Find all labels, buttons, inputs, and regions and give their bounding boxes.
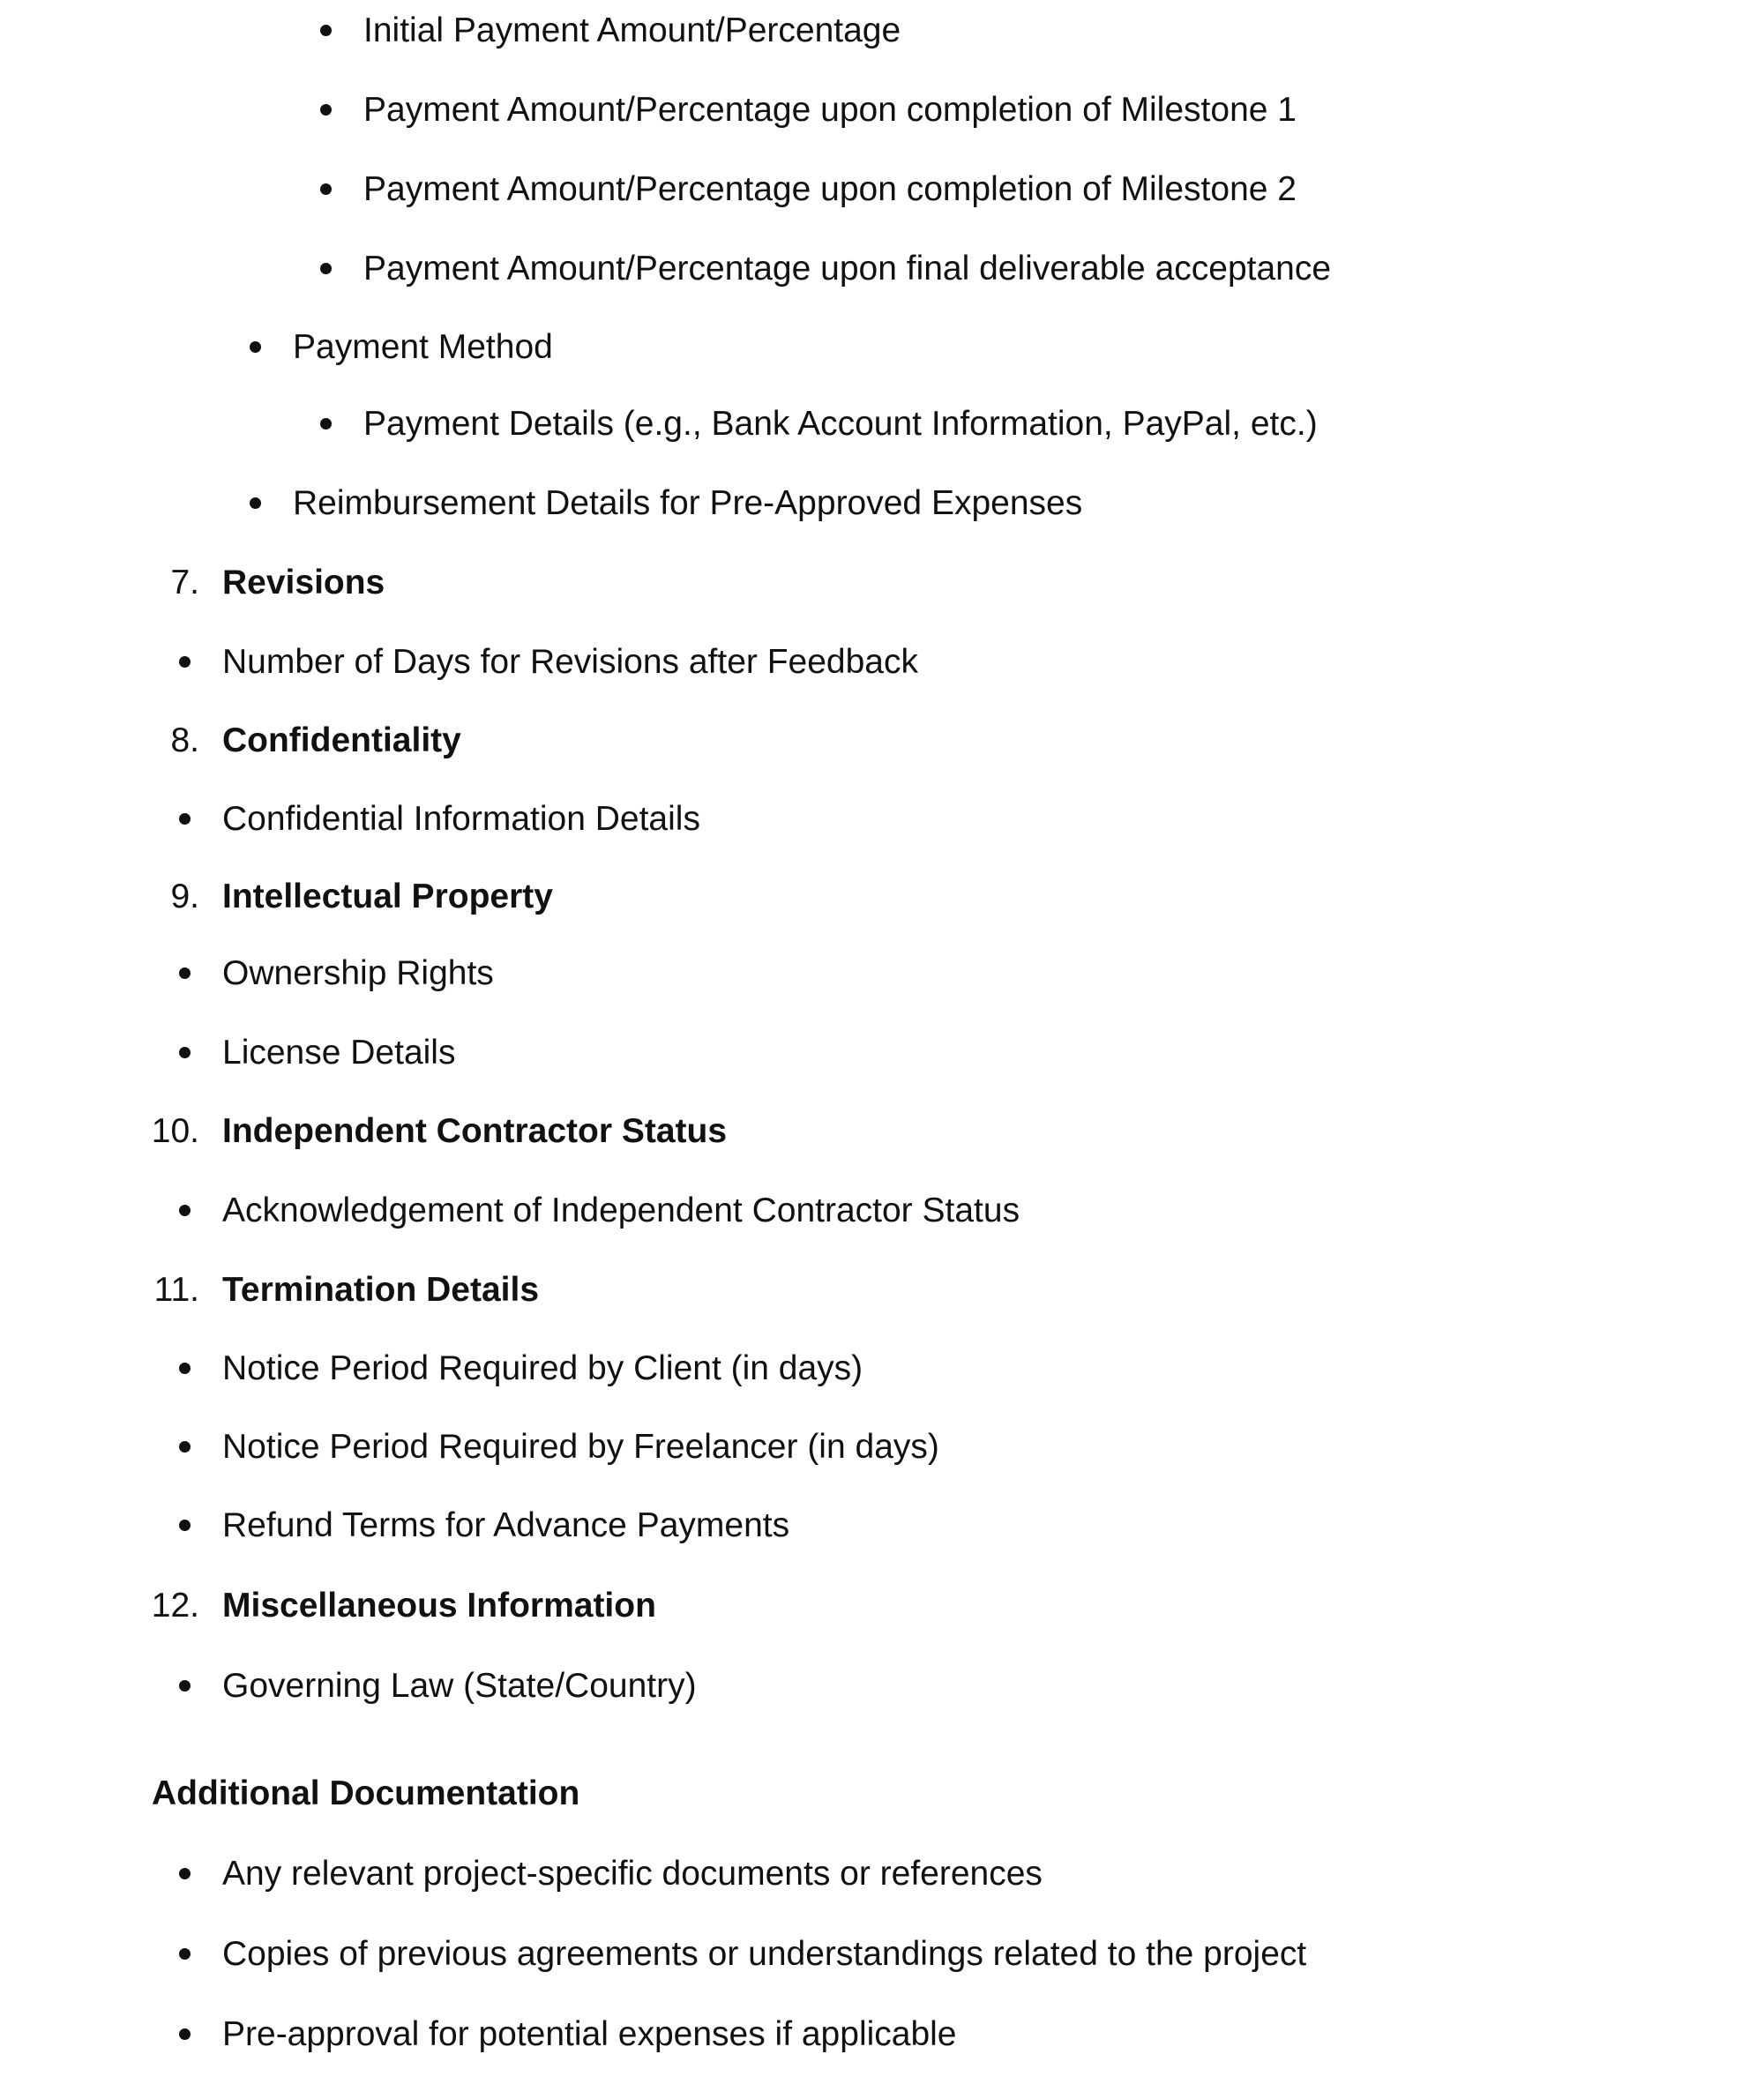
- section-title: Miscellaneous Information: [222, 1587, 656, 1625]
- list-item-text: Payment Amount/Percentage upon completion of Milestone 1: [363, 91, 1297, 129]
- section-title: Independent Contractor Status: [222, 1112, 728, 1150]
- bullet-icon: [179, 1948, 191, 1960]
- bullet-icon: [179, 1047, 191, 1058]
- bullet-icon: [320, 183, 332, 195]
- section-number: 12.: [151, 1587, 199, 1625]
- bullet-icon: [250, 341, 261, 353]
- section-title: Termination Details: [222, 1271, 540, 1309]
- reimbursement-text: Reimbursement Details for Pre-Approved Expenses: [293, 484, 1083, 522]
- bullet-icon: [179, 1441, 191, 1453]
- list-item-text: Ownership Rights: [222, 954, 494, 992]
- bullet-icon: [179, 1868, 191, 1879]
- list-item-text: Acknowledgement of Independent Contractor Status: [222, 1191, 1020, 1229]
- list-item-text: Payment Amount/Percentage upon final deliverable acceptance: [363, 250, 1332, 288]
- section-number: 11.: [153, 1271, 199, 1309]
- list-item-text: Refund Terms for Advance Payments: [222, 1506, 790, 1544]
- bullet-icon: [179, 1680, 191, 1692]
- payment-details-text: Payment Details (e.g., Bank Account Information, PayPal, etc.): [363, 405, 1318, 443]
- section-title: Intellectual Property: [222, 878, 553, 915]
- bullet-icon: [179, 1363, 191, 1374]
- section-number: 7.: [170, 564, 199, 601]
- heading-text: Additional Documentation: [152, 1774, 580, 1812]
- bullet-icon: [320, 263, 332, 274]
- bullet-icon: [320, 25, 332, 36]
- section-number: 9.: [170, 878, 199, 915]
- bullet-icon: [179, 656, 191, 668]
- payment-method-label: Payment Method: [293, 328, 553, 366]
- section-title: Confidentiality: [222, 721, 461, 759]
- bullet-icon: [179, 1205, 191, 1216]
- list-item-text: Number of Days for Revisions after Feedback: [222, 643, 918, 681]
- bullet-icon: [179, 1520, 191, 1531]
- list-item-text: Copies of previous agreements or understandings related to the project: [222, 1935, 1307, 1973]
- list-item-text: License Details: [222, 1034, 456, 1072]
- list-item-text: Confidential Information Details: [222, 800, 700, 838]
- section-number: 8.: [170, 721, 199, 759]
- list-item-text: Notice Period Required by Client (in days): [222, 1349, 863, 1387]
- list-item-text: Notice Period Required by Freelancer (in days): [222, 1428, 939, 1466]
- bullet-icon: [250, 497, 261, 509]
- section-title: Revisions: [222, 564, 385, 601]
- list-item-text: Payment Amount/Percentage upon completion of Milestone 2: [363, 170, 1297, 208]
- list-item-text: Any relevant project-specific documents or references: [222, 1855, 1043, 1893]
- bullet-icon: [320, 104, 332, 116]
- list-item-text: Pre-approval for potential expenses if applicable: [222, 2015, 957, 2053]
- bullet-icon: [179, 2028, 191, 2040]
- list-item-text: Initial Payment Amount/Percentage: [363, 11, 901, 49]
- bullet-icon: [179, 967, 191, 979]
- section-number: 10.: [151, 1112, 199, 1150]
- list-item-text: Governing Law (State/Country): [222, 1667, 697, 1705]
- bullet-icon: [320, 418, 332, 430]
- bullet-icon: [179, 813, 191, 825]
